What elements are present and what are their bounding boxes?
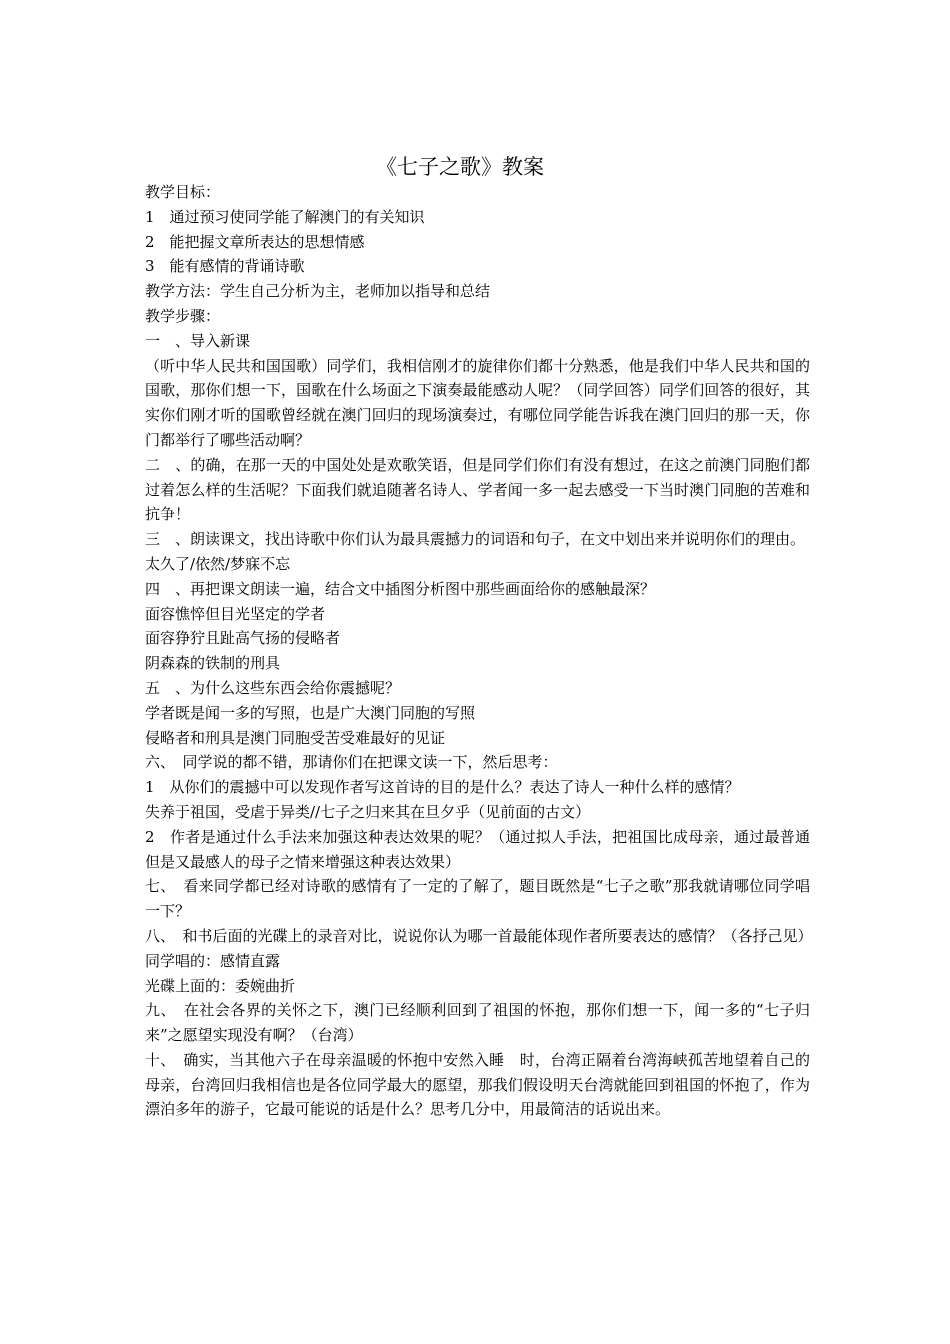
- paragraph: 六、 同学说的都不错，那请你们在把课文读一下，然后思考：: [145, 753, 558, 772]
- paragraph: 光碟上面的：委婉曲折: [145, 976, 296, 995]
- paragraph: 失养于祖国，受虐于异类//七子之归来其在旦夕乎（见前面的古文）: [145, 802, 591, 821]
- paragraph: 2 能把握文章所表达的思想情感: [145, 232, 365, 251]
- page-title: 《七子之歌》教案: [376, 155, 544, 179]
- paragraph: 2 作者是通过什么手法来加强这种表达效果的呢？（通过拟人手法，把祖国比成母亲，通过最普通但是又最感人的母子之情来增强这种表达效果）: [145, 827, 810, 871]
- paragraph: （听中华人民共和国国歌）同学们，我相信刚才的旋律你们都十分熟悉，他是我们中华人民共和国的国歌，那你们想一下，国歌在什么场面之下演奏最能感动人呢？（同学回答）同学们回答的很好，其实你们刚才听的国歌曾经就在澳门回归的现场演奏过，有哪位同学能告诉我在澳门回归的那一天，你门都举行了哪些活动啊？: [145, 356, 810, 449]
- paragraph: 侵略者和刑具是澳门同胞受苦受难最好的见证: [145, 728, 446, 747]
- paragraph: 面容狰狞且趾高气扬的侵略者: [145, 629, 341, 648]
- paragraph: 同学唱的：感情直露: [145, 951, 281, 970]
- paragraph: 学者既是闻一多的写照，也是广大澳门同胞的写照: [145, 703, 476, 722]
- paragraph: 三 、朗读课文，找出诗歌中你们认为最具震撼力的词语和句子，在文中划出来并说明你们的理由。: [145, 530, 806, 549]
- paragraph: 3 能有感情的背诵诗歌: [145, 257, 305, 276]
- paragraph: 八、 和书后面的光碟上的录音对比，说说你认为哪一首最能体现作者所要表达的感情？（各抒己见）: [145, 926, 813, 945]
- paragraph: 教学方法：学生自己分析为主，老师加以指导和总结: [145, 282, 491, 301]
- paragraph: 四 、再把课文朗读一遍，结合文中插图分析图中那些画面给你的感触最深？: [145, 579, 656, 598]
- paragraph: 二 、的确，在那一天的中国处处是欢歌笑语，但是同学们你们有没有想过，在这之前澳门同胞们都过着怎么样的生活呢？下面我们就追随著名诗人、学者闻一多一起去感受一下当时澳门同胞的苦难和抗争！: [145, 455, 810, 524]
- paragraph: 1 通过预习使同学能了解澳门的有关知识: [145, 207, 425, 226]
- paragraph: 一 、导入新课: [145, 331, 251, 350]
- paragraph: 教学步骤：: [145, 306, 221, 325]
- paragraph: 面容憔悴但目光坚定的学者: [145, 604, 326, 623]
- paragraph: 五 、为什么这些东西会给你震撼呢？: [145, 678, 401, 697]
- paragraph: 九、 在社会各界的关怀之下，澳门已经顺利回到了祖国的怀抱，那你们想一下，闻一多的“七子归来”之愿望实现没有啊？（台湾）: [145, 1001, 810, 1045]
- paragraph: 七、 看来同学都已经对诗歌的感情有了一定的了解了，题目既然是“七子之歌”那我就请哪位同学唱一下？: [145, 877, 810, 921]
- document-body: [145, 180, 813, 1122]
- paragraph: 十、 确实，当其他六子在母亲温暖的怀抱中安然入睡 时，台湾正隔着台湾海峡孤苦地望着自己的母亲，台湾回归我相信也是各位同学最大的愿望，那我们假设明天台湾就能回到祖国的怀抱了，作为漂泊多年的游子，它最可能说的话是什么？思考几分中，用最简洁的话说出来。: [145, 1050, 810, 1119]
- paragraph: 教学目标：: [145, 183, 221, 201]
- paragraph: 阴森森的铁制的刑具: [145, 654, 281, 673]
- paragraph: 1 从你们的震撼中可以发现作者写这首诗的目的是什么？表达了诗人一种什么样的感情？: [145, 778, 740, 797]
- paragraph: 太久了/依然/梦寐不忘: [145, 554, 291, 573]
